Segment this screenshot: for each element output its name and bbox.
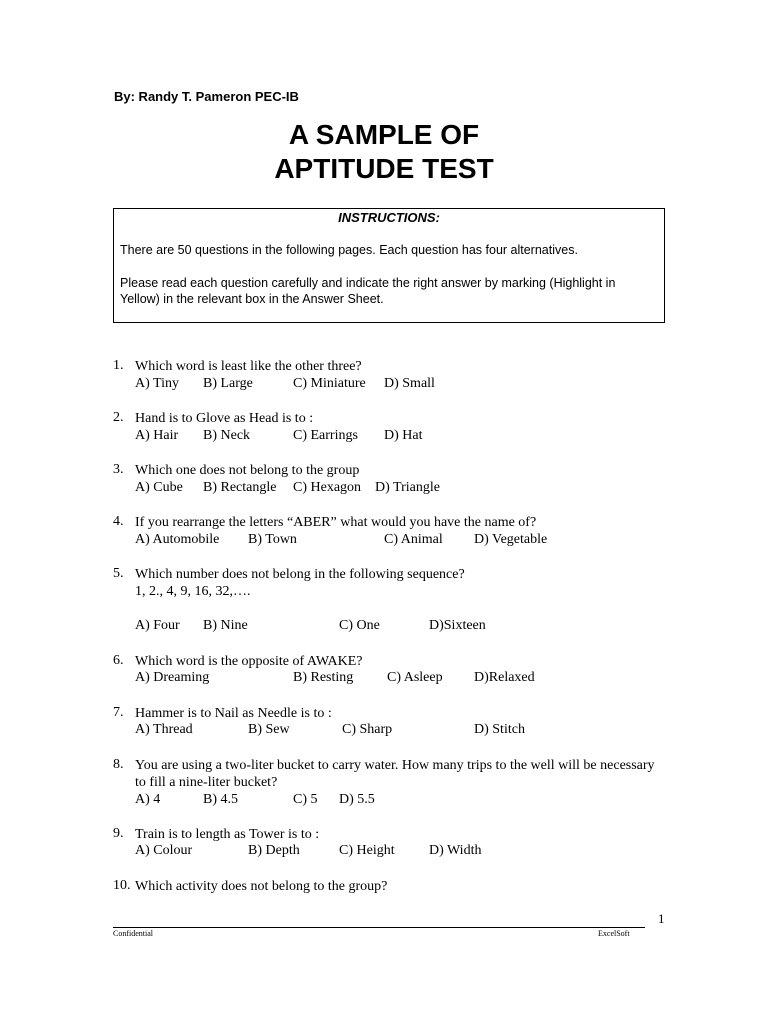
question-1-option-d: D) Small bbox=[384, 376, 435, 391]
question-text: Hammer is to Nail as Needle is to : bbox=[135, 706, 332, 721]
question-number: 2. bbox=[113, 410, 124, 425]
question-text: If you rearrange the letters “ABER” what would you have the name of? bbox=[135, 515, 537, 530]
footer-company: ExcelSoft bbox=[598, 929, 630, 938]
footer-divider bbox=[113, 927, 645, 928]
question-text: You are using a two-liter bucket to carry water. How many trips to the well will be necessary to fill a nine-liter bucket? bbox=[135, 758, 655, 790]
question-text: Which word is the opposite of AWAKE? bbox=[135, 654, 363, 669]
author-line: By: Randy T. Pameron PEC-IB bbox=[114, 89, 299, 104]
question-3-option-b: B) Rectangle bbox=[203, 480, 277, 495]
question-text: Which number does not belong in the following sequence? bbox=[135, 567, 465, 582]
question-3-option-c: C) Hexagon bbox=[293, 480, 362, 495]
question-3-option-a: A) Cube bbox=[135, 480, 183, 495]
question-8-option-a: A) 4 bbox=[135, 792, 161, 807]
question-text: Which activity does not belong to the group? bbox=[135, 879, 388, 894]
question-7-option-a: A) Thread bbox=[135, 722, 193, 737]
question-text: Train is to length as Tower is to : bbox=[135, 827, 320, 842]
question-number: 4. bbox=[113, 514, 124, 529]
question-9-option-b: B) Depth bbox=[248, 843, 300, 858]
question-text: Hand is to Glove as Head is to : bbox=[135, 411, 314, 426]
question-9-option-a: A) Colour bbox=[135, 843, 193, 858]
question-2-option-a: A) Hair bbox=[135, 428, 179, 443]
question-7-option-b: B) Sew bbox=[248, 722, 290, 737]
question-number: 1. bbox=[113, 358, 124, 373]
question-number: 9. bbox=[113, 826, 124, 841]
question-4-option-d: D) Vegetable bbox=[474, 532, 548, 547]
question-5-option-b: B) Nine bbox=[203, 618, 248, 633]
footer-confidential: Confidential bbox=[113, 929, 153, 938]
question-2-option-c: C) Earrings bbox=[293, 428, 358, 443]
question-1-option-b: B) Large bbox=[203, 376, 253, 391]
question-6-option-b: B) Resting bbox=[293, 670, 354, 685]
question-9-option-c: C) Height bbox=[339, 843, 395, 858]
title-line-1: A SAMPLE OF bbox=[288, 119, 480, 150]
question-5-option-c: C) One bbox=[339, 618, 380, 633]
question-4-option-a: A) Automobile bbox=[135, 532, 220, 547]
question-number: 5. bbox=[113, 566, 124, 581]
instructions-box bbox=[113, 208, 665, 323]
question-number: 8. bbox=[113, 757, 124, 772]
question-7-option-d: D) Stitch bbox=[474, 722, 525, 737]
instructions-text-1: There are 50 questions in the following pages. Each question has four alternatives. bbox=[120, 243, 578, 257]
question-4-option-b: B) Town bbox=[248, 532, 297, 547]
question-4-option-c: C) Animal bbox=[384, 532, 443, 547]
question-6-option-d: D)Relaxed bbox=[474, 670, 535, 685]
question-text: Which word is least like the other three? bbox=[135, 359, 362, 374]
question-text: Which one does not belong to the group bbox=[135, 463, 360, 478]
title-line-2: APTITUDE TEST bbox=[274, 153, 494, 184]
page-title bbox=[0, 118, 768, 186]
question-5-option-a: A) Four bbox=[135, 618, 180, 633]
page-number: 1 bbox=[658, 911, 665, 926]
question-number: 6. bbox=[113, 653, 124, 668]
question-2-option-d: D) Hat bbox=[384, 428, 423, 443]
question-6-option-a: A) Dreaming bbox=[135, 670, 210, 685]
question-2-option-b: B) Neck bbox=[203, 428, 251, 443]
question-8-option-d: D) 5.5 bbox=[339, 792, 375, 807]
instructions-text-2: Please read each question carefully and indicate the right answer by marking (Highlight in Yellow) in the relevant box in the Answer Sheet. bbox=[120, 276, 616, 306]
question-number: 3. bbox=[113, 462, 124, 477]
question-8-option-c: C) 5 bbox=[293, 792, 318, 807]
question-number: 7. bbox=[113, 705, 124, 720]
question-5-option-d: D)Sixteen bbox=[429, 618, 486, 633]
question-1-option-a: A) Tiny bbox=[135, 376, 179, 391]
question-number: 10. bbox=[113, 878, 131, 893]
question-1-option-c: C) Miniature bbox=[293, 376, 366, 391]
question-6-option-c: C) Asleep bbox=[387, 670, 443, 685]
question-5-sequence: 1, 2., 4, 9, 16, 32,…. bbox=[135, 584, 251, 599]
question-9-option-d: D) Width bbox=[429, 843, 482, 858]
question-3-option-d: D) Triangle bbox=[375, 480, 440, 495]
instructions-heading: INSTRUCTIONS: bbox=[338, 210, 440, 225]
question-8-option-b: B) 4.5 bbox=[203, 792, 238, 807]
question-7-option-c: C) Sharp bbox=[342, 722, 393, 737]
